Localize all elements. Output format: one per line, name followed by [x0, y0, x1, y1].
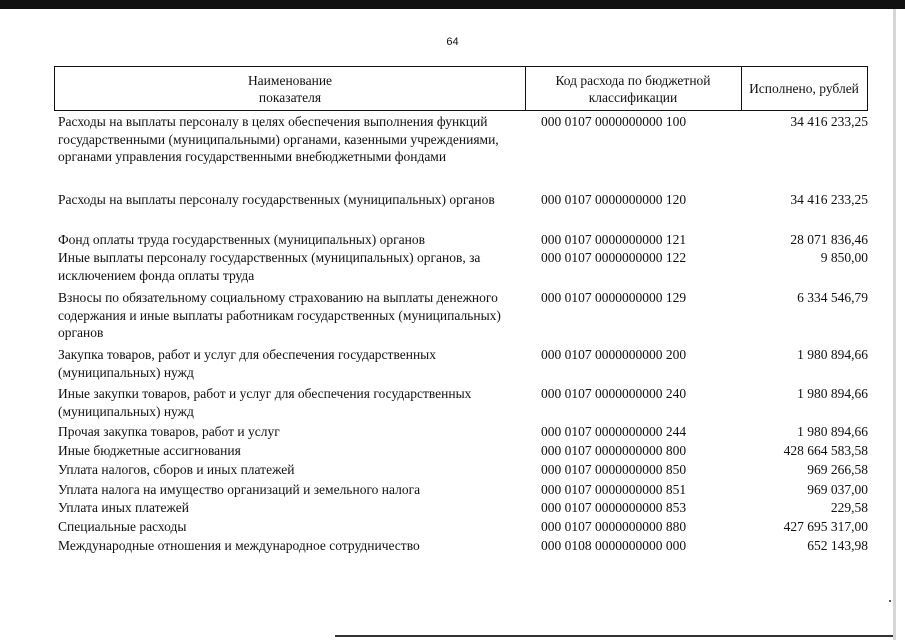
row-code: 000 0107 0000000000 122 [541, 250, 687, 265]
row-name: Международные отношения и международное сотрудничество [58, 538, 420, 553]
row-code: 000 0107 0000000000 800 [541, 443, 687, 458]
row-name: Иные бюджетные ассигнования [58, 443, 241, 458]
row-name: Уплата налогов, сборов и иных платежей [58, 462, 295, 477]
row-name: Прочая закупка товаров, работ и услуг [58, 424, 280, 439]
row-code: 000 0108 0000000000 000 [541, 538, 687, 553]
row-code: 000 0107 0000000000 100 [541, 114, 687, 129]
row-amount: 229,58 [830, 500, 868, 515]
header-code-line2: классификации [588, 89, 678, 105]
row-amount: 1 980 894,66 [797, 386, 868, 401]
row-code: 000 0107 0000000000 129 [541, 290, 687, 305]
header-name-line1: Наименование [247, 72, 333, 88]
row-amount: 969 037,00 [807, 482, 868, 497]
scan-speck [889, 600, 891, 602]
row-name: Иные закупки товаров, работ и услуг для обеспечения государственных (муниципальных) нужд [58, 386, 472, 419]
row-amount: 1 980 894,66 [797, 347, 868, 362]
row-name: Закупка товаров, работ и услуг для обеспечения государственных (муниципальных) нужд [58, 347, 437, 380]
row-name: Специальные расходы [58, 519, 187, 534]
row-amount: 6 334 546,79 [797, 290, 868, 305]
row-amount: 34 416 233,25 [790, 114, 868, 129]
row-amount: 652 143,98 [807, 538, 868, 553]
header-code-line1: Код расхода по бюджетной [555, 72, 711, 88]
row-name: Уплата налога на имущество организаций и земельного налога [58, 482, 421, 497]
row-code: 000 0107 0000000000 121 [541, 232, 687, 247]
row-code: 000 0107 0000000000 853 [541, 500, 687, 515]
header-amount-label: Исполнено, рублей [749, 81, 859, 96]
header-name-line2: показателя [258, 89, 322, 105]
row-code: 000 0107 0000000000 880 [541, 519, 687, 534]
row-amount: 969 266,58 [807, 462, 868, 477]
row-code: 000 0107 0000000000 244 [541, 424, 687, 439]
row-amount: 9 850,00 [820, 250, 868, 265]
page-number: 64 [446, 36, 459, 48]
scan-bottom-line [335, 635, 893, 637]
row-name: Взносы по обязательному социальному страхованию на выплаты денежного содержания и иные выплаты работникам государственных (муниципальных) органов [58, 290, 501, 340]
row-code: 000 0107 0000000000 200 [541, 347, 687, 362]
row-name: Иные выплаты персоналу государственных (муниципальных) органов, за исключением фонда оплаты труда [58, 250, 481, 283]
row-code: 000 0107 0000000000 120 [541, 192, 687, 207]
row-amount: 428 664 583,58 [783, 443, 868, 458]
row-amount: 1 980 894,66 [797, 424, 868, 439]
row-name: Расходы на выплаты персоналу государственных (муниципальных) органов [58, 192, 495, 207]
row-amount: 427 695 317,00 [783, 519, 868, 534]
row-code: 000 0107 0000000000 240 [541, 386, 687, 401]
row-name: Уплата иных платежей [58, 500, 189, 515]
row-code: 000 0107 0000000000 850 [541, 462, 687, 477]
row-code: 000 0107 0000000000 851 [541, 482, 687, 497]
row-amount: 34 416 233,25 [790, 192, 868, 207]
row-name: Фонд оплаты труда государственных (муниципальных) органов [58, 232, 425, 247]
row-name: Расходы на выплаты персоналу в целях обеспечения выполнения функций государственными (муниципальными) органами, казенными учреждениями, органами управления государственными внебюджетными фондами [58, 114, 499, 164]
row-amount: 28 071 836,46 [790, 232, 868, 247]
